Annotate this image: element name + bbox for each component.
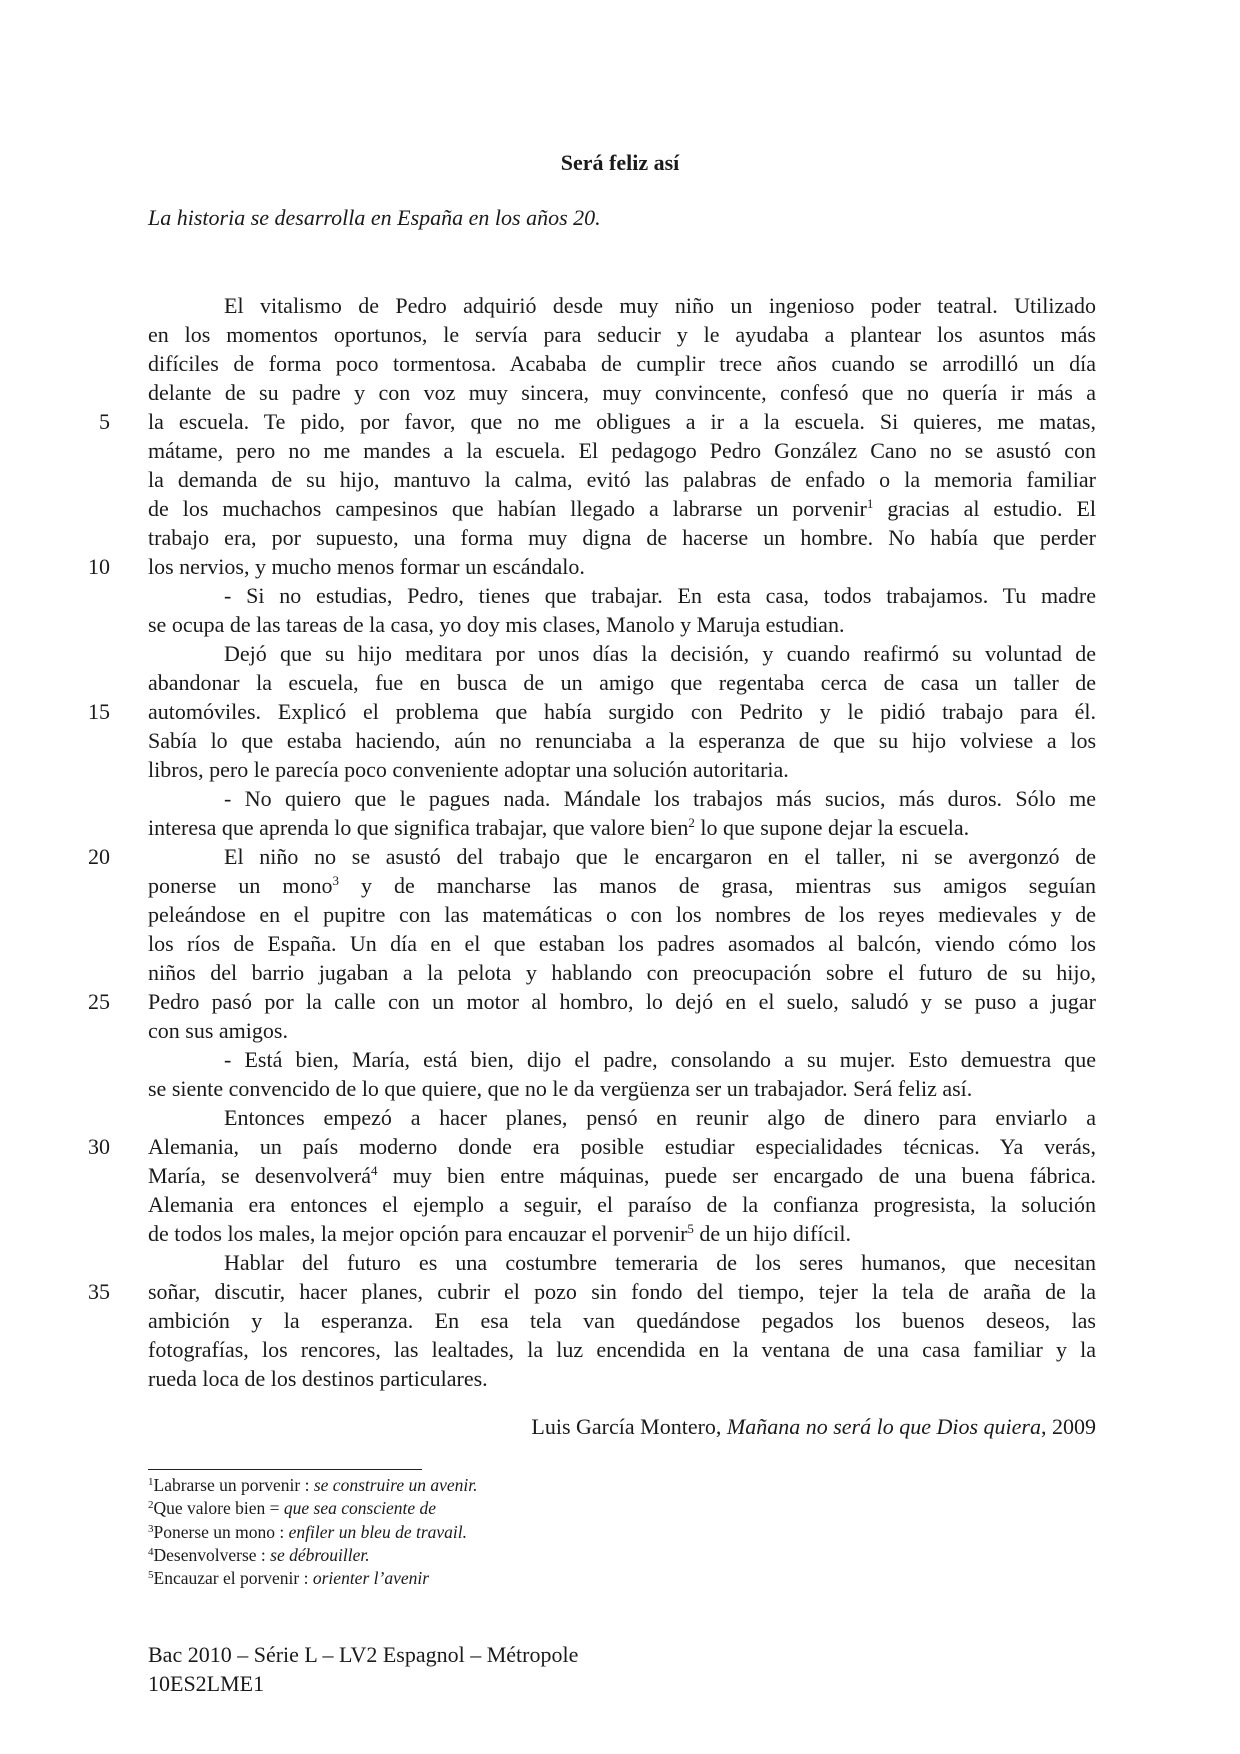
text-line [148,1074,1096,1103]
line-number: 20 [88,844,110,869]
text-line-content: la escuela. Te pido, por favor, que no me obligues a ir a la escuela. Si quieres, me matas, [148,409,1096,434]
footnote-divider [148,1469,422,1470]
page-footer [148,1640,578,1698]
text-line-content: Alemania, un país moderno donde era posible estudiar especialidades técnicas. Ya verás, [148,1134,1096,1159]
text-line-content: difíciles de forma poco tormentosa. Acababa de cumplir trece años cuando se arrodilló un día [148,351,1096,376]
text-line-content: fotografías, los rencores, las lealtades, la luz encendida en la ventana de una casa familiar y la [148,1337,1096,1362]
text-line-content: Hablar del futuro es una costumbre temeraria de los seres humanos, que necesitan [224,1250,1096,1275]
footnote-number: 3 [148,1522,154,1535]
document-title: Será feliz así [560,150,680,175]
text-line-content: ambición y la esperanza. En esa tela van quedándose pegados los buenos deseos, las [148,1308,1096,1333]
exam-reference: Bac 2010 – Série L – LV2 Espagnol – Métropole [148,1642,579,1667]
text-line [148,726,1096,755]
text-line-content: con sus amigos. [148,1018,288,1043]
text-line [148,1103,1096,1132]
footnote-number: 1 [148,1476,154,1488]
text-line [148,871,1096,900]
footnote-translation: enfiler un bleu de travail. [288,1521,468,1542]
text-line [148,291,1096,320]
text-line-content: libros, pero le parecía poco conveniente adoptar una solución autoritaria. [148,757,789,782]
text-line-content: de todos los males, la mejor opción para encauzar el porvenir [148,1221,688,1246]
footnote [148,1497,478,1520]
text-line [148,465,1096,494]
footnote-marker: 2 [688,815,695,830]
text-line-content: peleándose en el pupitre con las matemáticas o con los nombres de los reyes medievales y de [148,902,1096,927]
text-line [148,1016,1096,1045]
footnote-translation: que sea consciente de [283,1498,436,1519]
text-line-content: de un hijo difícil. [693,1221,851,1246]
footnote-term: Desenvolverse : [153,1544,271,1565]
footnote-translation: se construire un avenir. [313,1475,478,1495]
footnote [148,1544,478,1567]
text-line-content: trabajo era, por supuesto, una forma muy digna de hacerse un hombre. No había que perder [148,525,1096,550]
text-line [148,1161,1096,1190]
text-line [148,697,1096,726]
text-line-content: se siente convencido de lo que quiere, que no le da vergüenza ser un trabajador. Será feliz así. [148,1076,973,1101]
footnote-term: Labrarse un porvenir : [153,1475,314,1495]
text-line-content: - No quiero que le pagues nada. Mándale los trabajos más sucios, más duros. Sólo me [224,786,1096,811]
text-line-content: - Está bien, María, está bien, dijo el padre, consolando a su mujer. Esto demuestra que [224,1047,1096,1072]
text-line [148,1306,1096,1335]
footnote-marker: 4 [370,1163,378,1178]
text-line-content: - Si no estudias, Pedro, tienes que trabajar. En esta casa, todos trabajamos. Tu madre [224,583,1096,608]
line-number: 10 [88,554,110,579]
text-line-content: automóviles. Explicó el problema que había surgido con Pedrito y le pidió trabajo para él. [148,699,1096,724]
text-line-content: muy bien entre máquinas, puede ser encargado de una buena fábrica. [377,1163,1097,1188]
line-number: 15 [88,699,110,724]
text-line [148,407,1096,436]
text-line [148,552,1096,581]
text-line [148,523,1096,552]
story-text [148,291,1096,1393]
text-line-content: delante de su padre y con voz muy sincera, muy convincente, confesó que no quería ir más a [148,380,1096,405]
text-line-content: abandonar la escuela, fue en busca de un amigo que regentaba cerca de casa un taller de [148,670,1096,695]
text-line [148,1132,1096,1161]
text-line-content: María, se desenvolverá [148,1163,371,1188]
text-line-content: de los muchachos campesinos que habían llegado a labrarse un porvenir [148,496,867,521]
footnote-translation: orienter l’avenir [312,1568,430,1589]
text-line-content: Entonces empezó a hacer planes, pensó en reunir algo de dinero para enviarlo a [224,1105,1096,1130]
text-line-content: mátame, pero no me mandes a la escuela. El pedagogo Pedro González Cano no se asustó con [148,438,1096,463]
text-line-content: Alemania era entonces el ejemplo a seguir, el paraíso de la confianza progresista, la solución [148,1192,1096,1217]
text-line-content: gracias al estudio. El [873,496,1097,521]
text-line [148,1277,1096,1306]
text-line-content: los nervios, y mucho menos formar un escándalo. [148,554,585,579]
text-line-content: los ríos de España. Un día en el que estaban los padres asomados al balcón, viendo cómo los [148,931,1096,956]
text-line-content: soñar, discutir, hacer planes, cubrir el pozo sin fondo del tiempo, tejer la tela de araña de la [148,1279,1096,1304]
citation-book-title: Mañana no será lo que Dios quiera [726,1414,1041,1439]
text-line [148,1045,1096,1074]
text-line [148,494,1096,523]
text-line-content: Sabía lo que estaba haciendo, aún no renunciaba a la esperanza de que su hijo volviese a los [148,728,1096,753]
footnote-translation: se débrouiller. [270,1544,370,1565]
text-line [148,1190,1096,1219]
text-line-content: El niño no se asustó del trabajo que le encargaron en el taller, ni se avergonzó de [224,844,1096,869]
citation-year: , 2009 [1041,1414,1096,1439]
footnote-number: 5 [148,1569,154,1582]
text-line-content: Dejó que su hijo meditara por unos días la decisión, y cuando reafirmó su voluntad de [224,641,1096,666]
text-line [148,958,1096,987]
text-line [148,436,1096,465]
text-line [148,668,1096,697]
text-line [148,784,1096,813]
text-line-content: Pedro pasó por la calle con un motor al hombro, lo dejó en el suelo, saludó y se puso a jugar [148,989,1096,1014]
source-citation [531,1414,1096,1440]
exam-code: 10ES2LME1 [148,1671,265,1696]
text-line-content: interesa que aprenda lo que significa trabajar, que valore bien [148,815,689,840]
text-line [148,639,1096,668]
footnote [148,1474,478,1497]
text-line-content: la demanda de su hijo, mantuvo la calma, evitó las palabras de enfado o la memoria familiar [148,467,1096,492]
line-number: 25 [88,989,110,1014]
footnote-number: 2 [148,1499,154,1512]
text-line-content: El vitalismo de Pedro adquirió desde muy niño un ingenioso poder teatral. Utilizado [224,293,1096,318]
text-line-content: niños del barrio jugaban a la pelota y hablando con preocupación sobre el futuro de su hijo, [148,960,1096,985]
context-note: La historia se desarrolla en España en los años 20. [148,205,601,230]
text-line [148,813,1096,842]
footnote-term: Ponerse un mono : [153,1521,289,1542]
footnote [148,1521,478,1544]
line-number: 35 [88,1279,110,1304]
text-line [148,1248,1096,1277]
citation-author: Luis García Montero, [531,1414,727,1439]
footnote-marker: 1 [866,496,874,511]
footnote-marker: 5 [687,1221,694,1236]
footnotes [148,1474,478,1590]
text-line [148,842,1096,871]
footnote-term: Encauzar el porvenir : [153,1568,313,1589]
text-line [148,755,1096,784]
line-number: 30 [88,1134,110,1159]
text-line [148,610,1096,639]
text-line-content: rueda loca de los destinos particulares. [148,1366,488,1391]
text-line [148,320,1096,349]
line-number: 5 [99,409,110,434]
text-line-content: lo que supone dejar la escuela. [694,815,970,840]
text-line [148,1219,1096,1248]
text-line-content: y de mancharse las manos de grasa, mientras sus amigos seguían [339,873,1097,898]
footnote [148,1567,478,1590]
text-line [148,349,1096,378]
footnote-marker: 3 [332,873,340,888]
text-line-content: se ocupa de las tareas de la casa, yo doy mis clases, Manolo y Maruja estudian. [148,612,845,637]
text-line [148,1364,1096,1393]
footnote-term: Que valore bien = [153,1498,284,1519]
text-line [148,929,1096,958]
text-line [148,378,1096,407]
text-line [148,1335,1096,1364]
text-line [148,900,1096,929]
text-line-content: ponerse un mono [148,873,333,898]
text-line [148,581,1096,610]
text-line [148,987,1096,1016]
text-line-content: en los momentos oportunos, le servía para seducir y le ayudaba a plantear los asuntos más [148,322,1096,347]
footnote-number: 4 [148,1545,154,1558]
